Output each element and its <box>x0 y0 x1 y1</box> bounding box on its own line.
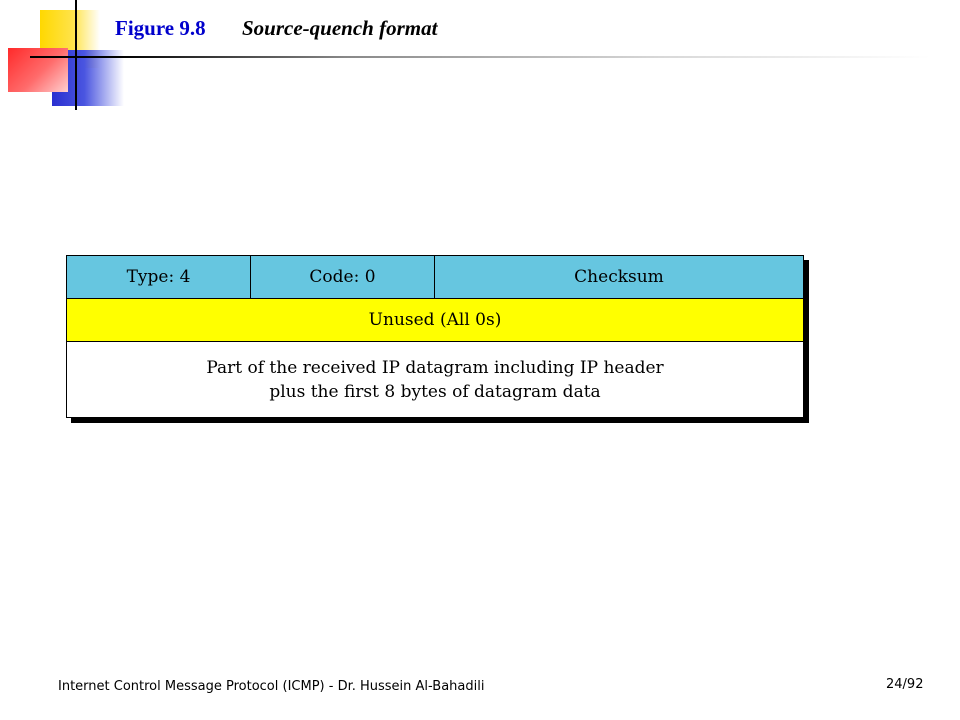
datagram-data-line-1: Part of the received IP datagram including IP header <box>206 357 664 378</box>
page-number: 24/92 <box>886 677 924 692</box>
datagram-data-row <box>67 342 803 417</box>
unused-field: Unused (All 0s) <box>368 310 502 330</box>
decorative-vertical-line <box>75 0 77 110</box>
title-underline <box>30 56 930 58</box>
source-quench-format-diagram <box>66 255 804 418</box>
datagram-data-field <box>67 342 803 417</box>
datagram-data-line-2: plus the first 8 bytes of datagram data <box>269 381 601 402</box>
header-row <box>67 256 803 299</box>
unused-row <box>67 299 803 342</box>
figure-title: Source-quench format <box>242 16 438 40</box>
decorative-red-square <box>8 48 68 92</box>
code-field: Code: 0 <box>251 256 435 298</box>
slide-footer: Internet Control Message Protocol (ICMP) - Dr. Hussein Al-Bahadili <box>58 679 485 694</box>
checksum-field: Checksum <box>574 267 664 287</box>
type-field: Type: 4 <box>67 256 251 298</box>
figure-label: Figure 9.8 <box>115 16 206 40</box>
